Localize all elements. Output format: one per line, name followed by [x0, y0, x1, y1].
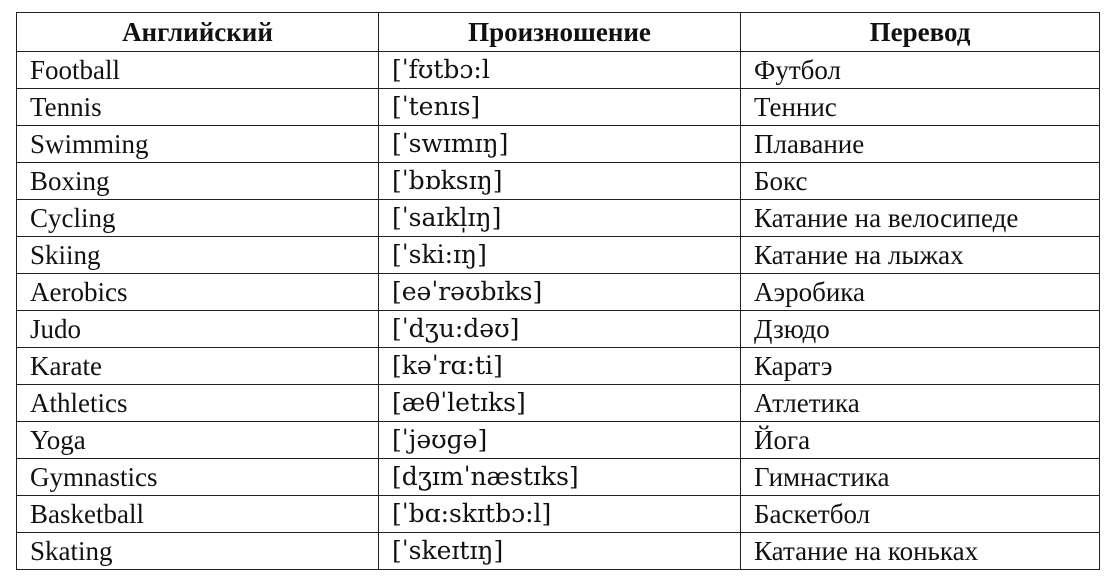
english-word-cell: Gymnastics [17, 459, 379, 496]
table-row [17, 237, 1100, 274]
translation-cell: Катание на лыжах [741, 237, 1100, 274]
english-word-cell: Basketball [17, 496, 379, 533]
translation-cell: Футбол [741, 52, 1100, 89]
header-english: Английский [17, 13, 379, 52]
table-row [17, 459, 1100, 496]
table-row [17, 200, 1100, 237]
pronunciation-cell: [ˈtenɪs] [379, 89, 741, 126]
vocabulary-table [16, 12, 1100, 570]
translation-cell: Катание на велосипеде [741, 200, 1100, 237]
table-body [17, 52, 1100, 570]
header-row [17, 13, 1100, 52]
pronunciation-cell: [ˈskeɪtɪŋ] [379, 533, 741, 570]
pronunciation-cell: [eəˈrəʊbɪks] [379, 274, 741, 311]
translation-cell: Аэробика [741, 274, 1100, 311]
pronunciation-cell: [ˈjəʊɡə] [379, 422, 741, 459]
english-word-cell: Swimming [17, 126, 379, 163]
pronunciation-cell: [ˈswɪmɪŋ] [379, 126, 741, 163]
table-row [17, 274, 1100, 311]
translation-cell: Дзюдо [741, 311, 1100, 348]
translation-cell: Йога [741, 422, 1100, 459]
table-row [17, 533, 1100, 570]
table-row [17, 52, 1100, 89]
translation-cell: Катание на коньках [741, 533, 1100, 570]
translation-cell: Теннис [741, 89, 1100, 126]
table-row [17, 163, 1100, 200]
pronunciation-cell: [ˈdʒu:dəʊ] [379, 311, 741, 348]
header-translation: Перевод [741, 13, 1100, 52]
english-word-cell: Boxing [17, 163, 379, 200]
english-word-cell: Karate [17, 348, 379, 385]
pronunciation-cell: [ˈsaɪkl̩ɪŋ] [379, 200, 741, 237]
english-word-cell: Skiing [17, 237, 379, 274]
translation-cell: Гимнастика [741, 459, 1100, 496]
table-row [17, 496, 1100, 533]
table-row [17, 385, 1100, 422]
pronunciation-cell: [æθˈletɪks] [379, 385, 741, 422]
table-row [17, 89, 1100, 126]
translation-cell: Плавание [741, 126, 1100, 163]
pronunciation-cell: [ˈbɒksɪŋ] [379, 163, 741, 200]
english-word-cell: Yoga [17, 422, 379, 459]
translation-cell: Каратэ [741, 348, 1100, 385]
english-word-cell: Athletics [17, 385, 379, 422]
table-row [17, 422, 1100, 459]
pronunciation-cell: [kəˈrɑ:ti] [379, 348, 741, 385]
table-row [17, 126, 1100, 163]
table-row [17, 311, 1100, 348]
translation-cell: Бокс [741, 163, 1100, 200]
english-word-cell: Football [17, 52, 379, 89]
translation-cell: Атлетика [741, 385, 1100, 422]
pronunciation-cell: [ˈfʊtbɔ:l [379, 52, 741, 89]
english-word-cell: Cycling [17, 200, 379, 237]
english-word-cell: Tennis [17, 89, 379, 126]
translation-cell: Баскетбол [741, 496, 1100, 533]
english-word-cell: Skating [17, 533, 379, 570]
english-word-cell: Judo [17, 311, 379, 348]
pronunciation-cell: [ˈbɑ:skɪtbɔ:l] [379, 496, 741, 533]
table-row [17, 348, 1100, 385]
english-word-cell: Aerobics [17, 274, 379, 311]
pronunciation-cell: [dʒɪmˈnæstɪks] [379, 459, 741, 496]
pronunciation-cell: [ˈski:ɪŋ] [379, 237, 741, 274]
header-pronunciation: Произношение [379, 13, 741, 52]
